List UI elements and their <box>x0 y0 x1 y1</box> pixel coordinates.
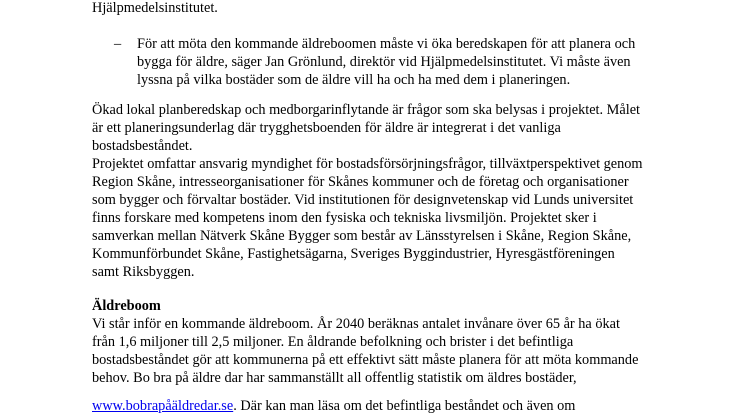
website-link[interactable]: www.bobrapåäldredar.se <box>92 398 234 414</box>
paragraph-line-with-link <box>92 397 575 415</box>
paragraph-line: samt Riksbyggen. <box>92 264 195 280</box>
quote-dash: – <box>114 36 122 52</box>
section-heading: Äldreboom <box>92 298 161 314</box>
intro-tail-text: Hjälpmedelsinstitutet. <box>92 0 218 16</box>
paragraph-line: Projektet omfattar ansvarig myndighet för bostadsförsörjningsfrågor, tillväxtperspektivet genom <box>92 156 643 172</box>
quote-line: För att möta den kommande äldreboomen måste vi öka beredskapen för att planera och <box>137 36 636 52</box>
paragraph-line: bostadsbeståndet. <box>92 138 193 154</box>
quote-line: bygga för äldre, säger Jan Grönlund, direktör vid Hjälpmedelsinstitutet. Vi måste även <box>137 54 631 70</box>
link-trailing-text: . Där kan man läsa om det befintliga beståndet och även om <box>233 398 576 414</box>
paragraph-line: som bygger och förvaltar bostäder. Vid institutionen för designvetenskap vid Lunds universitet <box>92 192 634 208</box>
paragraph-line: Ökad lokal planberedskap och medborgarinflytande är frågor som ska belysas i projektet. Målet <box>92 102 641 118</box>
paragraph-line: från 1,6 miljoner till 2,5 miljoner. En åldrande befolkning och brister i det befintliga <box>92 334 574 350</box>
paragraph-line: samverkan mellan Nätverk Skåne Bygger som består av Länsstyrelsen i Skåne, Region Skåne, <box>92 228 632 244</box>
paragraph-line: bostadsbeståndet gör att kommunerna på ett effektivt sätt måste planera för att möta kommande <box>92 352 639 368</box>
paragraph-line: Region Skåne, intresseorganisationer för Skånes kommuner och de företag och organisationer <box>92 174 629 190</box>
paragraph-line: finns forskare med kompetens inom den fysiska och tekniska livsmiljön. Projektet sker i <box>92 210 597 226</box>
quote-line: lyssna på vilka bostäder som de äldre vill ha och ha med dem i planeringen. <box>137 72 571 88</box>
paragraph-line: är ett planeringsunderlag där trygghetsboenden för äldre är integrerat i det vanliga <box>92 120 561 136</box>
paragraph-line: behov. Bo bra på äldre dar har sammanställt all offentlig statistik om äldres bostäder, <box>92 370 577 386</box>
paragraph-line: Kommunförbundet Skåne, Fastighetsägarna, Sveriges Byggindustrier, Hyresgästföreningen <box>92 246 615 262</box>
paragraph-line: Vi står inför en kommande äldreboom. År 2040 beräknas antalet invånare över 65 år ha ökat <box>92 316 620 332</box>
